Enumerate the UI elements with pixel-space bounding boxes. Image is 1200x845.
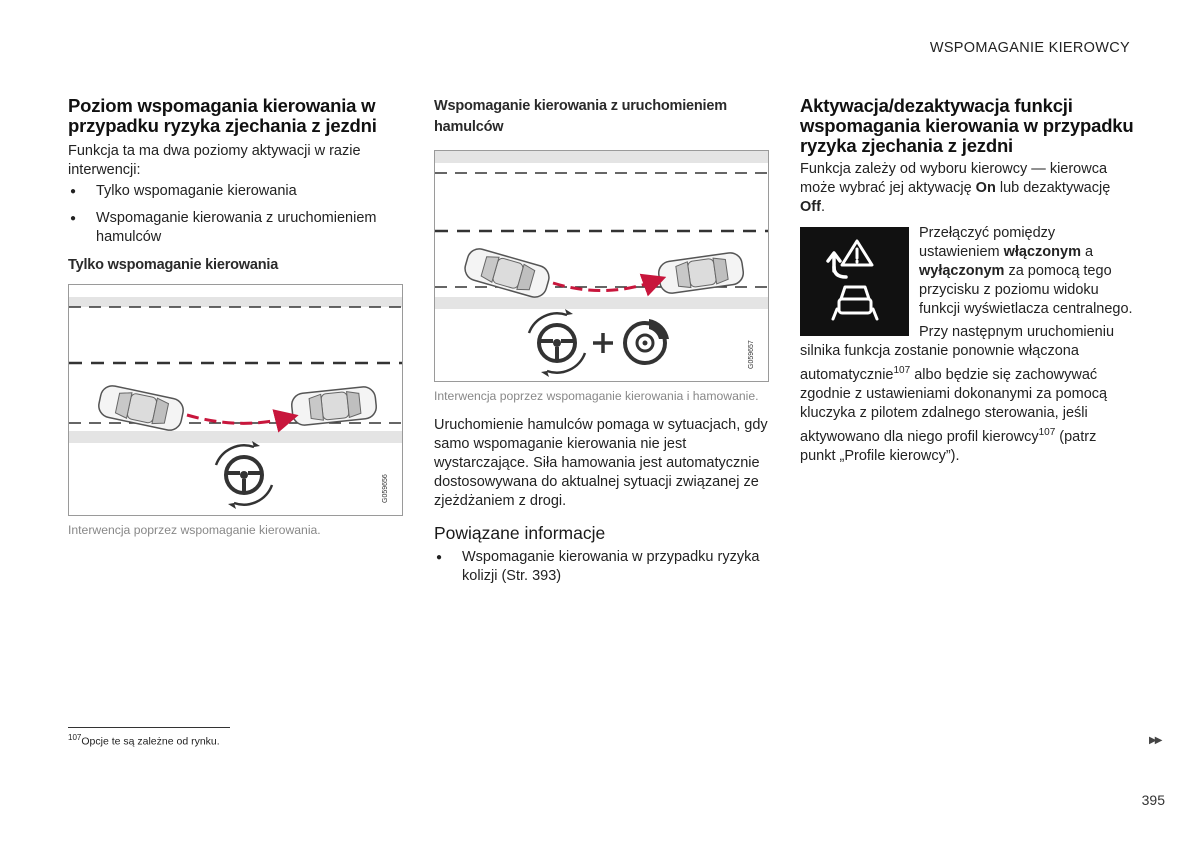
restart-paragraph: Przy następnym uruchomieniu silnika funkcja zostanie ponownie włączona automatycznie$^{107}$ albo będzie się zachowywać zgodnie z ustawieniami dokonanymi za pomocą kluczyka z pilotem zdalnego sterowania, jeśli aktywowano dla niego profil kierowcy$^{107}$ (patrz punkt „Profile kierowcy”). — [800, 324, 1115, 464]
footnote-ref: 107 — [893, 365, 911, 376]
figure-steering-only — [68, 284, 403, 516]
path-arrow-icon — [553, 281, 655, 291]
column-middle — [434, 96, 768, 594]
related-link[interactable]: ● Wspomaganie kierowania w przypadku ryzyka kolizji (Str. 393) — [436, 549, 760, 584]
car-left-icon — [97, 384, 186, 433]
bullet-icon: ● — [70, 186, 77, 197]
list-item: ● Tylko wspomaganie kierowania — [70, 183, 297, 199]
running-header: WSPOMAGANIE KIEROWCY — [929, 40, 1130, 56]
page-number: 395 — [1141, 792, 1165, 808]
lane-illustration-brake — [435, 151, 768, 381]
figure-code: G059657 — [748, 340, 755, 369]
car-right-icon — [657, 251, 745, 294]
lane-illustration — [69, 285, 402, 515]
section-heading: Aktywacja/dezaktywacja funkcji wspomagania kierowania w przypadku ryzyka zjechania z jezdni — [800, 95, 1134, 156]
bullet-icon: ● — [70, 213, 77, 224]
activation-paragraph: Funkcja zależy od wyboru kierowcy — kierowca może wybrać jej aktywację On lub dezaktywację Off. — [800, 161, 1111, 215]
path-arrow-icon — [187, 415, 287, 423]
steering-wheel-icon — [216, 441, 272, 509]
function-button-icon — [800, 227, 909, 336]
footnote-ref: 107 — [1038, 426, 1056, 438]
car-left-icon — [462, 246, 552, 300]
related-list — [434, 548, 768, 586]
toggle-paragraph: Przełączyć pomiędzy ustawieniem włączonym a wyłączonym za pomocą tego przycisku z poziomu widoku funkcji wyświetlacza centralnego. — [919, 225, 1133, 317]
figure-steering-braking — [434, 150, 769, 382]
bullet-icon: ● — [436, 552, 443, 563]
car-right-icon — [291, 386, 378, 427]
footnote-rule — [68, 727, 230, 728]
section-heading: Poziom wspomagania kierowania w przypadku ryzyka zjechania z jezdni — [68, 95, 377, 136]
lane-departure-icon — [828, 241, 872, 277]
figure-caption: Interwencja poprzez wspomaganie kierowania i hamowanie. — [434, 389, 759, 403]
continue-arrow-icon: ▶▶ — [1149, 735, 1161, 746]
brake-disc-icon — [625, 319, 669, 363]
column-right — [800, 96, 1135, 466]
column-left — [68, 96, 403, 538]
on-label: On — [975, 180, 996, 196]
steering-wheel-icon — [529, 309, 585, 377]
list-item: ● Wspomaganie kierowania z uruchomieniem hamulców — [70, 210, 377, 245]
subheading: Wspomaganie kierowania z uruchomieniem hamulców — [434, 98, 727, 135]
intro-text: Funkcja ta ma dwa poziomy aktywacji w razie interwencji: — [68, 143, 361, 178]
related-heading: Powiązane informacje — [434, 523, 606, 543]
figure-caption: Interwencja poprzez wspomaganie kierowania. — [68, 523, 321, 537]
braking-paragraph: Uruchomienie hamulców pomaga w sytuacjach, gdy samo wspomaganie kierowania nie jest wystarczające. Siła hamowania jest automatycznie dostosowywana do aktualnej sytuacji związanej ze zjeżdżaniem z drogi. — [434, 417, 768, 509]
subheading: Tylko wspomaganie kierowania — [68, 257, 279, 273]
footnote: $^{107}$Opcje te są zależne od rynku. — [68, 733, 220, 748]
off-label: Off — [800, 199, 821, 215]
car-front-icon — [833, 287, 877, 319]
level-list — [68, 182, 403, 247]
plus-icon — [593, 333, 613, 353]
figure-code: G059656 — [382, 474, 389, 503]
